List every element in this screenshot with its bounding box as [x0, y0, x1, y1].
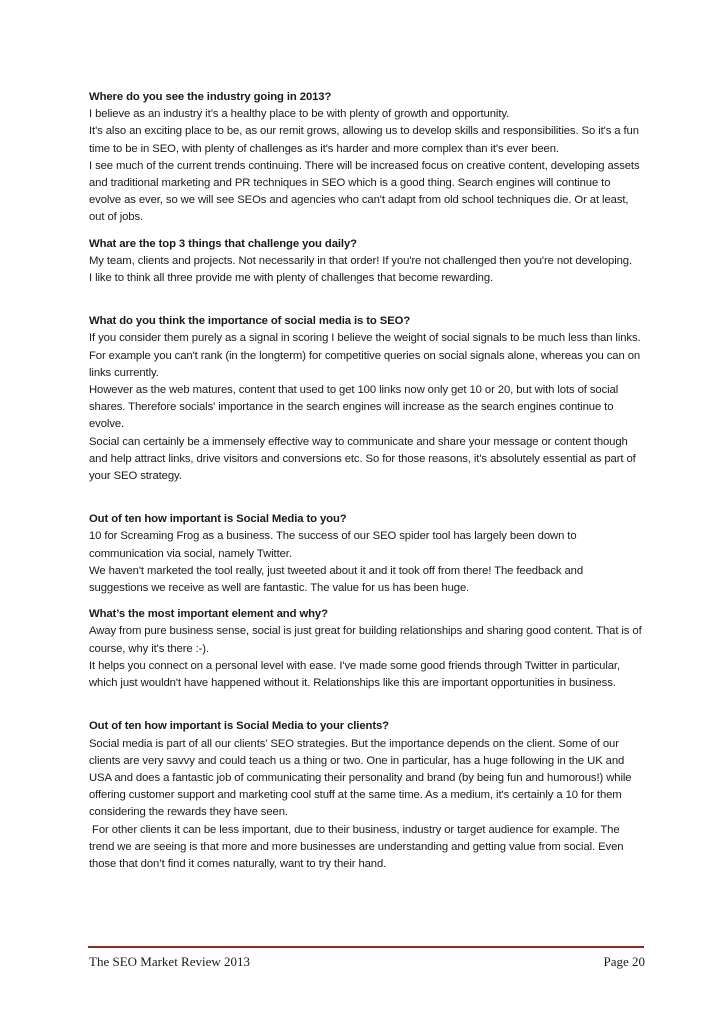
- question-heading: Out of ten how important is Social Media to you?: [89, 513, 347, 526]
- page-footer: [89, 954, 645, 970]
- answer-paragraph: If you consider them purely as a signal in scoring I believe the weight of social signals to be much less than links. For example you can't rank (in the longterm) for competitive queries on social signals alone, whereas you can on links currently.: [89, 332, 641, 379]
- footer-title: The SEO Market Review 2013: [89, 954, 251, 969]
- answer-paragraph: For other clients it can be less important, due to their business, industry or target audience for example. The trend we are seeing is that more and more businesses are understanding and getting value from social. Even those that don’t find it comes naturally, want to try their hand.: [89, 823, 627, 870]
- interview-section-most-important-element: [89, 606, 645, 692]
- question-heading: Where do you see the industry going in 2013?: [89, 91, 332, 103]
- page-number: Page 20: [603, 954, 645, 969]
- question-heading: Out of ten how important is Social Media to your clients?: [89, 720, 389, 733]
- interview-section-daily-challenges: [89, 236, 645, 288]
- question-heading: What do you think the importance of social media is to SEO?: [89, 315, 411, 328]
- interview-section-social-to-you: [89, 511, 645, 597]
- page-body: [89, 89, 645, 873]
- answer-paragraph: Social can certainly be a immensely effective way to communicate and share your message or content though and help attract links, drive visitors and conversions etc. So for those reasons, it's absolutely essential as part of your SEO strategy.: [89, 435, 636, 483]
- answer-paragraph: I see much of the current trends continuing. There will be increased focus on creative content, developing assets and traditional marketing and PR techniques in SEO which is a good thing. Search engines will continue to evolve as ever, so we will see SEOs and agencies who can't adapt from old school techniques die. Or at least, out of jobs.: [89, 159, 640, 224]
- interview-section-industry-2013: [89, 89, 645, 227]
- answer-paragraph: 10 for Screaming Frog as a business. The success of our SEO spider tool has largely been down to communication via social, namely Twitter.: [89, 530, 577, 560]
- interview-section-social-importance: [89, 313, 645, 485]
- footer-divider: [88, 946, 644, 948]
- answer-paragraph: It's also an exciting place to be, as our remit grows, allowing us to develop skills and responsibilities. So it's a fun time to be in SEO, with plenty of challenges as it's harder and more complex than it's ever been.: [89, 125, 639, 155]
- question-heading: What are the top 3 things that challenge you daily?: [89, 237, 357, 250]
- answer-paragraph: We haven't marketed the tool really, just tweeted about it and it took off from there! The feedback and suggestions we receive as well are fantastic. The value for us has been huge.: [89, 564, 584, 595]
- question-heading: What’s the most important element and why?: [89, 608, 328, 621]
- interview-section-social-to-clients: [89, 718, 645, 873]
- answer-paragraph: My team, clients and projects. Not necessarily in that order! If you're not challenged then you're not developing.: [89, 254, 633, 267]
- answer-paragraph: Away from pure business sense, social is just great for building relationships and sharing good content. That is of course, why it's there :-).: [89, 625, 642, 655]
- answer-paragraph: I like to think all three provide me with plenty of challenges that become rewarding.: [89, 272, 494, 285]
- answer-paragraph: Social media is part of all our clients’ SEO strategies. But the importance depends on the client. Some of our clients are very savvy and could teach us a thing or two. One in particular, has a huge following in the UK and USA and does a fantastic job of communicating their personality and brand (by being fun and humorous!) while offering customer support and marketing cool stuff at the same time. As a medium, it's certainly a 10 for them considering the rewards they have seen.: [89, 737, 632, 819]
- answer-paragraph: I believe as an industry it’s a healthy place to be with plenty of growth and opportunity.: [89, 108, 510, 121]
- answer-paragraph: However as the web matures, content that used to get 100 links now only get 10 or 20, but with lots of social shares. Therefore socials' importance in the search engines will increase as the search engines continue to evolve.: [89, 384, 619, 431]
- answer-paragraph: It helps you connect on a personal level with ease. I've made some good friends through Twitter in particular, which just wouldn't have happened without it. Relationships like this are important opportunities in business.: [89, 659, 620, 690]
